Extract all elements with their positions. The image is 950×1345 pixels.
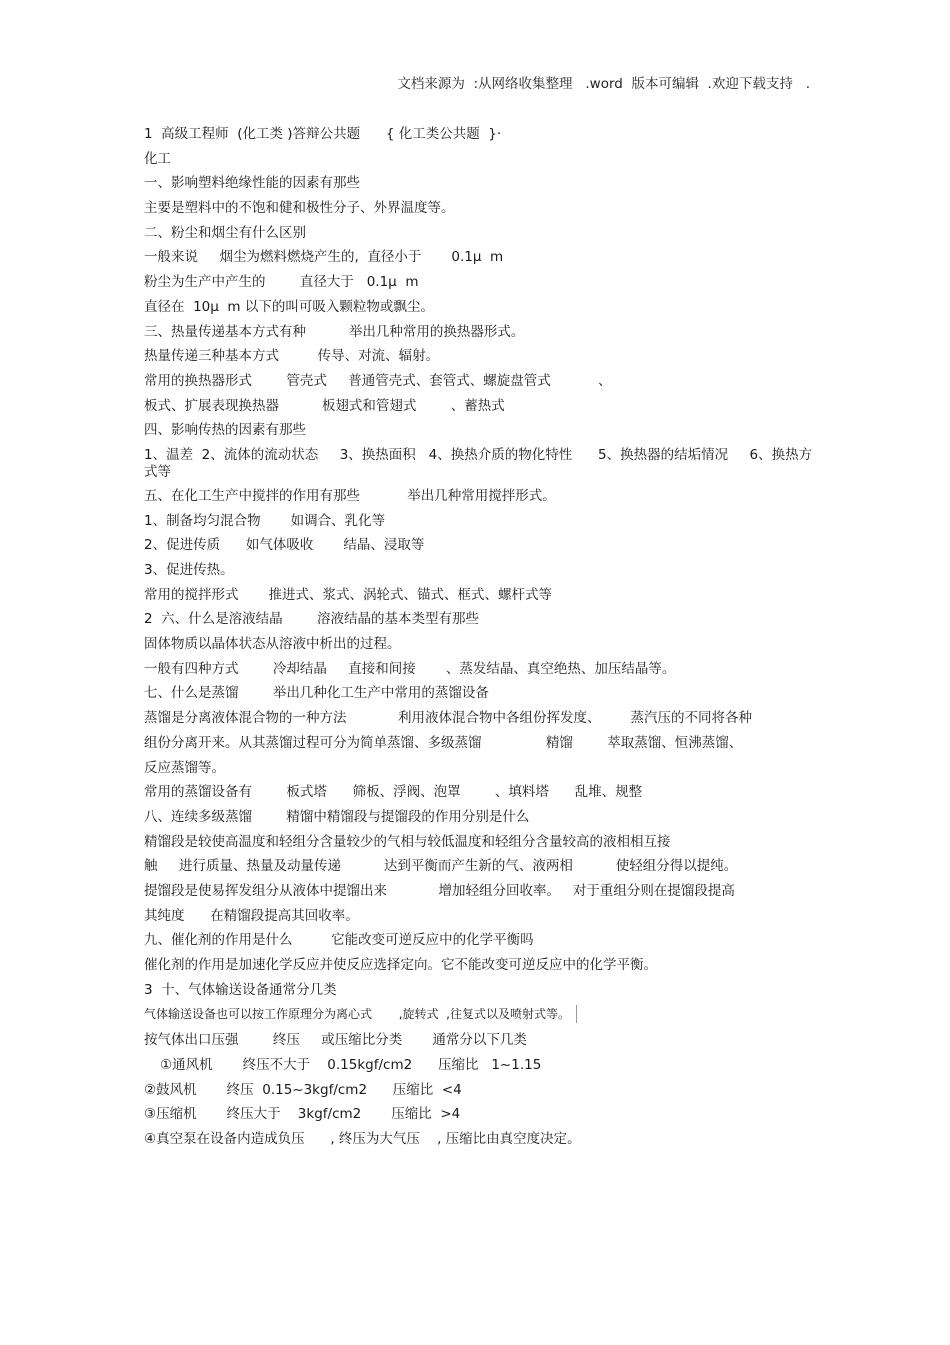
answer-line: 精馏段是较使高温度和轻组分含量较少的气相与较低温度和轻组分含量较高的液相相互接 [144, 833, 671, 850]
list-item: ③压缩机 终压大于 3kgf/cm2 压缩比 >4 [144, 1106, 461, 1123]
answer-line: 固体物质以晶体状态从溶液中析出的过程。 [144, 636, 401, 653]
answer-line: 板式、扩展表现换热器 板翅式和管翅式 、蓄热式 [144, 397, 505, 414]
answer-line: 反应蒸馏等。 [144, 759, 225, 776]
question-heading: 2 六、什么是溶液结晶 溶液结晶的基本类型有那些 [144, 611, 480, 628]
answer-line: 蒸馏是分离液体混合物的一种方法 利用液体混合物中各组份挥发度、 蒸汽压的不同将各种 [144, 710, 753, 727]
list-item: ②鼓风机 终压 0.15~3kgf/cm2 压缩比 <4 [144, 1081, 462, 1098]
source-note: 文档来源为 :从网络收集整理 .word 版本可编辑 .欢迎下载支持 . [397, 76, 810, 92]
document-body [144, 122, 824, 1152]
answer-line: 常用的换热器形式 管壳式 普通管壳式、套管式、螺旋盘管式 、 [144, 372, 612, 389]
answer-line: 一般来说 烟尘为燃料燃烧产生的, 直径小于 0.1μ m [144, 249, 504, 266]
answer-line: 粉尘为生产中产生的 直径大于 0.1μ m [144, 274, 419, 291]
question-heading: 七、什么是蒸馏 举出几种化工生产中常用的蒸馏设备 [144, 685, 489, 702]
question-heading: 四、影响传热的因素有那些 [144, 422, 306, 439]
answer-line: 1、制备均匀混合物 如调合、乳化等 [144, 512, 386, 529]
answer-line: 直径在 10μ m 以下的叫可吸入颗粒物或飘尘。 [144, 298, 434, 315]
answer-line: 常用的蒸馏设备有 板式塔 筛板、浮阀、泡罩 、填料塔 乱堆、规整 [144, 784, 643, 801]
question-heading: 二、粉尘和烟尘有什么区别 [144, 224, 306, 241]
question-heading: 3 十、气体输送设备通常分几类 [144, 981, 337, 998]
answer-line: 其纯度 在精馏段提高其回收率。 [144, 907, 359, 924]
question-heading: 一、影响塑料绝缘性能的因素有那些 [144, 175, 360, 192]
list-item: ④真空泵在设备内造成负压 , 终压为大气压 , 压缩比由真空度决定。 [144, 1131, 581, 1148]
answer-line: 触 进行质量、热量及动量传递 达到平衡而产生新的气、液两相 使轻组分得以提纯。 [144, 858, 738, 875]
question-heading: 八、连续多级蒸馏 精馏中精馏段与提馏段的作用分别是什么 [144, 808, 530, 825]
question-heading: 九、催化剂的作用是什么 它能改变可逆反应中的化学平衡吗 [144, 932, 534, 949]
question-heading: 三、热量传递基本方式有种 举出几种常用的换热器形式。 [144, 323, 525, 340]
answer-line: 主要是塑料中的不饱和健和极性分子、外界温度等。 [144, 200, 455, 217]
answer-line: 一般有四种方式 冷却结晶 直接和间接 、蒸发结晶、真空绝热、加压结晶等。 [144, 660, 676, 677]
answer-line: 1、温差 2、流体的流动状态 3、换热面积 4、换热介质的物化特性 5、换热器的结垢情况 6、换热方式等 [144, 446, 813, 480]
list-item: ①通风机 终压不大于 0.15kgf/cm2 压缩比 1~1.15 [160, 1057, 542, 1074]
answer-line-boxed: 气体输送设备也可以按工作原理分为离心式 ,旋转式 ,往复式以及喷射式等。 [144, 1005, 577, 1023]
answer-line: 提馏段是使易挥发组分从液体中提馏出来 增加轻组分回收率。 对于重组分则在提馏段提高 [144, 882, 735, 899]
subtitle-line: 化工 [144, 150, 171, 167]
answer-line: 组份分离开来。从其蒸馏过程可分为简单蒸馏、多级蒸馏 精馏 萃取蒸馏、恒沸蒸馏、 [144, 734, 743, 751]
answer-line: 常用的搅拌形式 推进式、浆式、涡轮式、锚式、框式、螺杆式等 [144, 586, 553, 603]
answer-line: 2、促进传质 如气体吸收 结晶、浸取等 [144, 537, 425, 554]
answer-line: 催化剂的作用是加速化学反应并使反应选择定向。它不能改变可逆反应中的化学平衡。 [144, 957, 657, 973]
answer-line: 3、促进传热。 [144, 562, 234, 578]
answer-line: 按气体出口压强 终压 或压缩比分类 通常分以下几类 [144, 1032, 527, 1049]
answer-line: 热量传递三种基本方式 传导、对流、辐射。 [144, 348, 440, 365]
title-line: 1 高级工程师 (化工类 )答辩公共题 { 化工类公共题 }· [144, 126, 502, 142]
question-heading: 五、在化工生产中搅拌的作用有那些 举出几种常用搅拌形式。 [144, 487, 556, 504]
